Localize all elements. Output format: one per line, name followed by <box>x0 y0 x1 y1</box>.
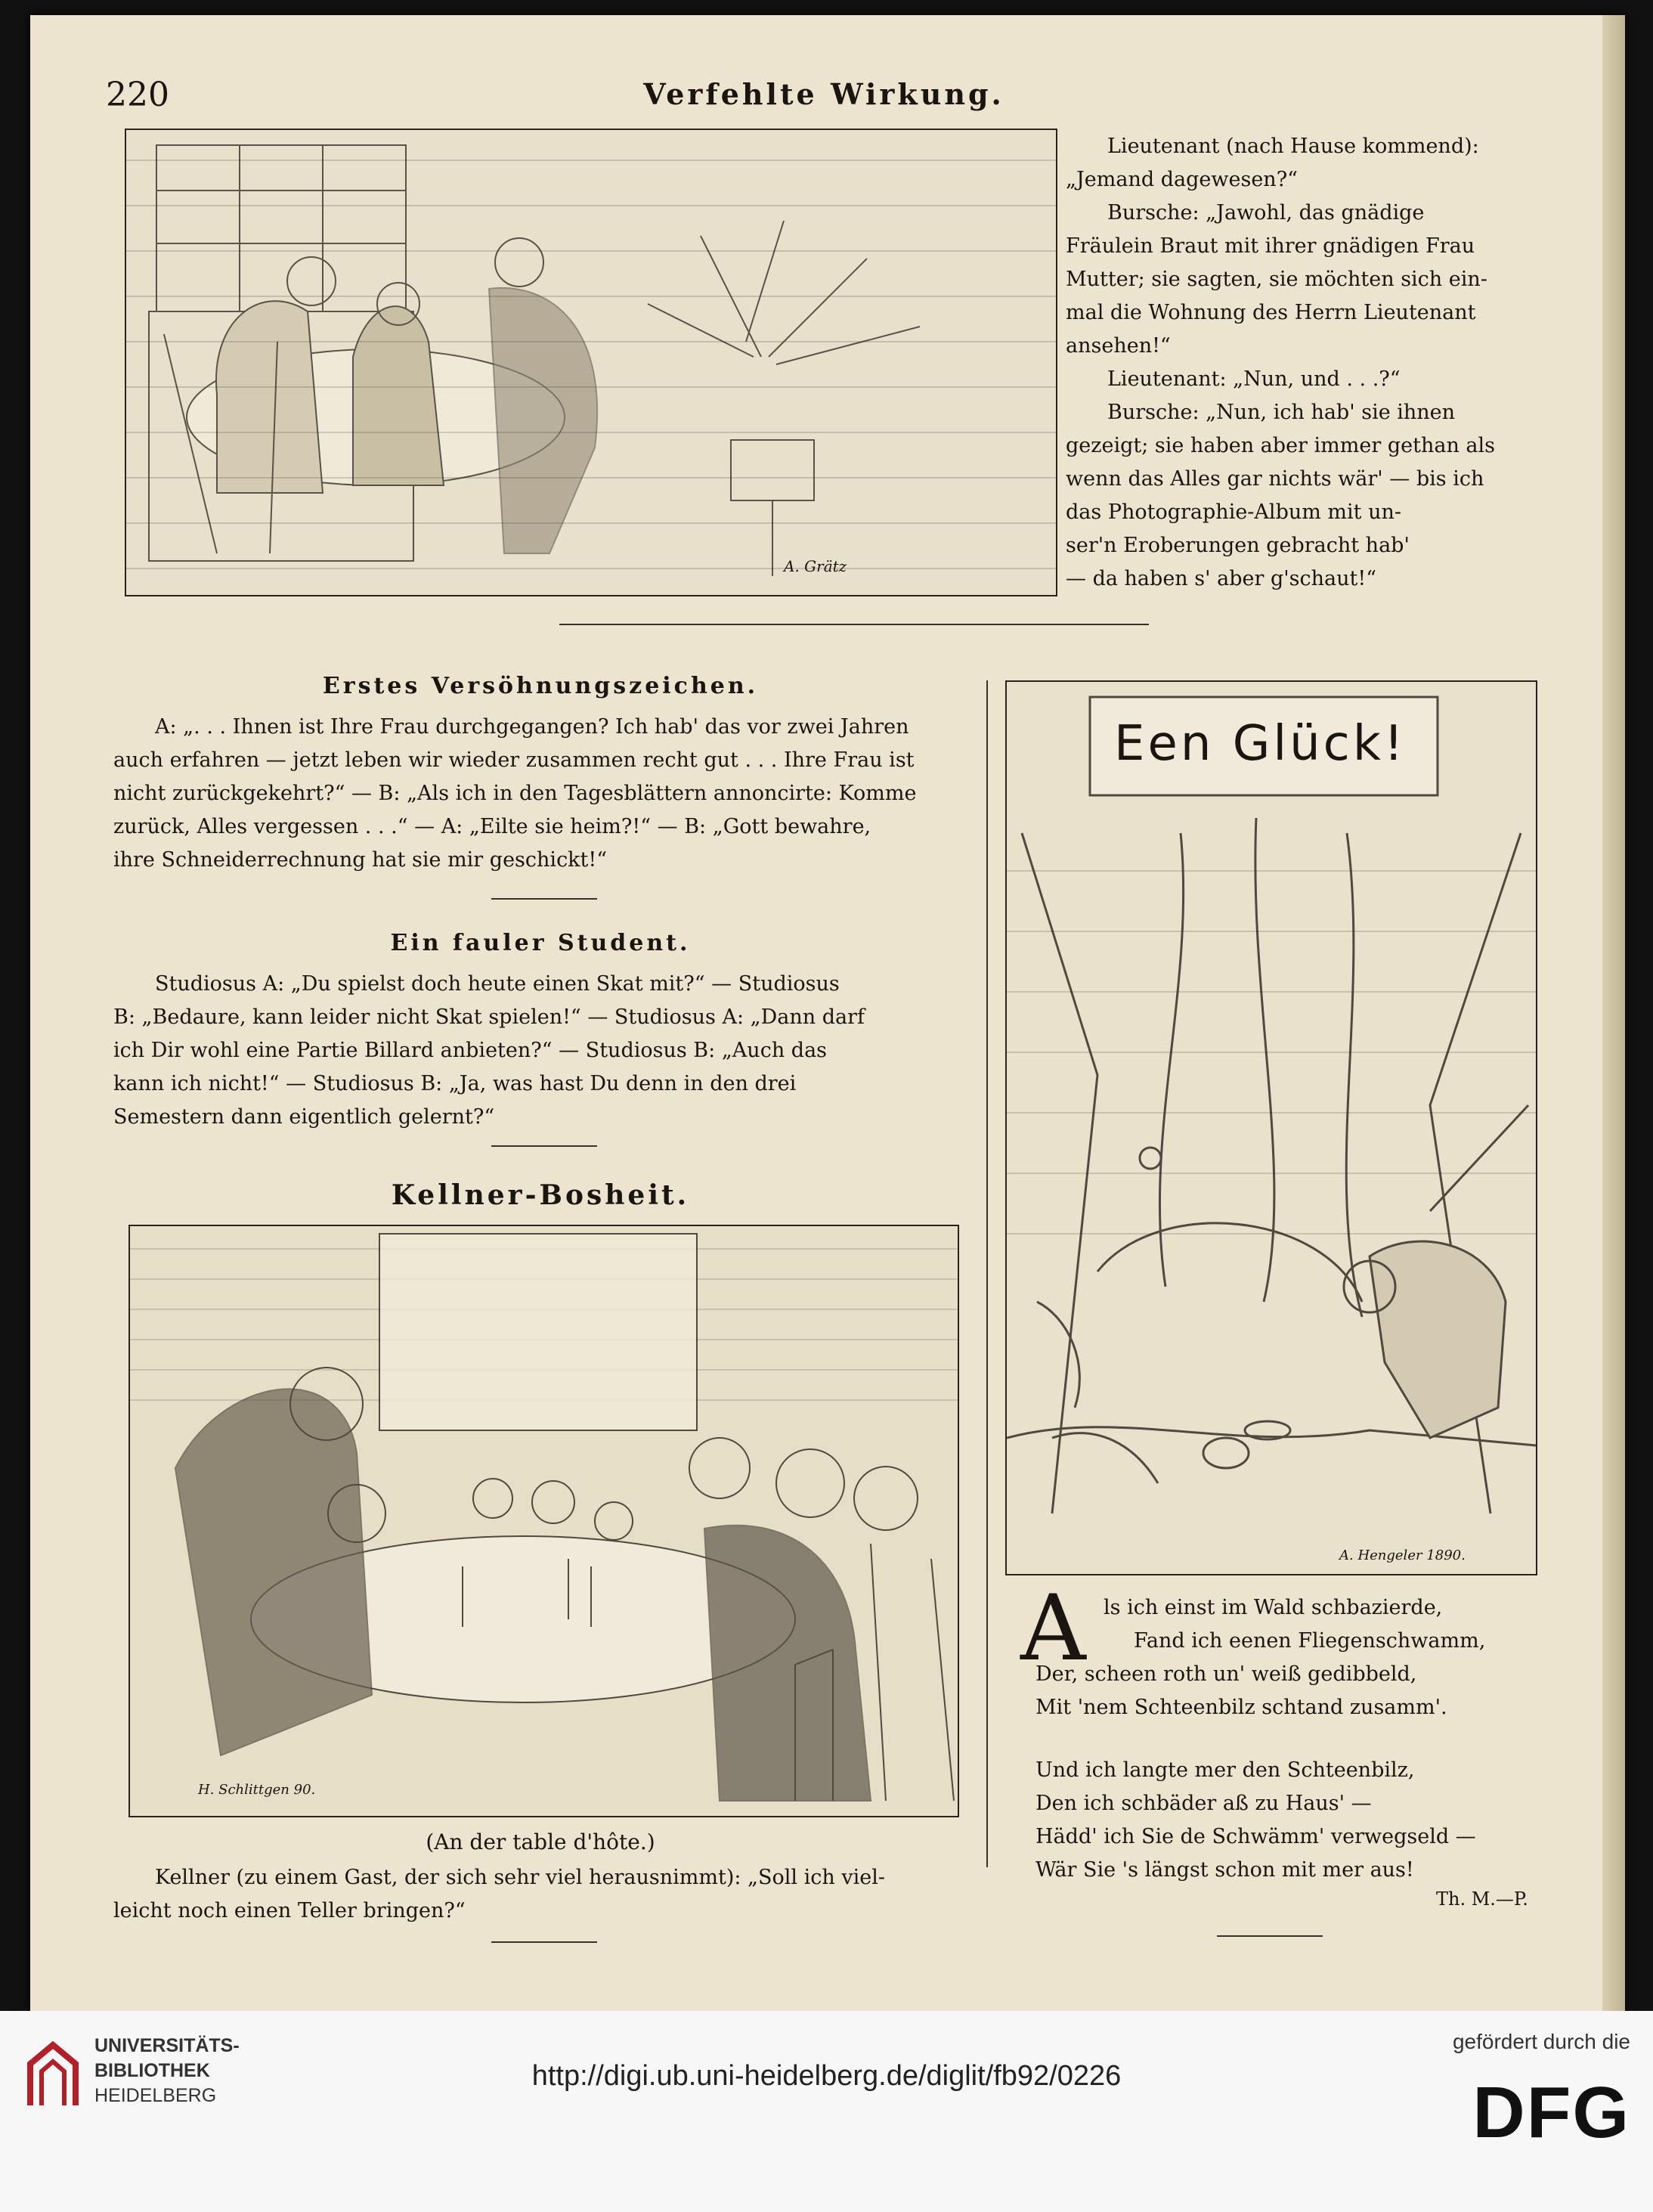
section4-title: Kellner-Bosheit. <box>391 1179 690 1211</box>
text-line: kann ich nicht!“ — Studiosus B: „Ja, was hast Du denn in den drei <box>113 1072 797 1095</box>
illustration-signature: A. Grätz <box>784 557 847 575</box>
text-line: ansehen!“ <box>1066 334 1171 358</box>
text-line: ich Dir wohl eine Partie Billard anbieten?“ — Studiosus B: „Auch das <box>113 1039 828 1062</box>
poem-dropcap: A <box>1020 1576 1086 1681</box>
poem-title: Een Glück! <box>1114 716 1407 772</box>
poem-line: Der, scheen roth un' weiß gedibbeld, <box>1035 1662 1417 1686</box>
text-line: Fräulein Braut mit ihrer gnädigen Frau <box>1066 234 1475 258</box>
text-line: Lieutenant: „Nun, und . . .?“ <box>1107 367 1401 391</box>
column-divider <box>986 680 988 1867</box>
poem-line: Wär Sie 's längst schon mit mer aus! <box>1035 1858 1414 1882</box>
viewer-footer <box>0 2011 1653 2212</box>
library-line: UNIVERSITÄTS- <box>94 2035 240 2056</box>
section3-text <box>113 968 967 1134</box>
text-line: — da haben s' aber g'schaut!“ <box>1066 567 1377 590</box>
text-line: Bursche: „Nun, ich hab' sie ihnen <box>1107 401 1456 424</box>
text-line: mal die Wohnung des Herrn Lieutenant <box>1066 301 1476 324</box>
text-line: nicht zurückgekehrt?“ — B: „Als ich in den Tagesblättern annoncirte: Komme <box>113 782 917 805</box>
illustration-signature: H. Schlittgen 90. <box>198 1782 316 1798</box>
short-divider <box>491 1145 597 1147</box>
poem-line: Und ich langte mer den Schteenbilz, <box>1035 1758 1415 1782</box>
text-line: das Photographie-Album mit un- <box>1066 500 1401 524</box>
text-line: zurück, Alles vergessen . . .“ — A: „Eilte sie heim?!“ — B: „Gott bewahre, <box>113 815 871 838</box>
text-line: Lieutenant (nach Hause kommend): <box>1107 135 1479 158</box>
dfg-logo: DFG <box>1472 2072 1630 2153</box>
poem-line: ls ich einst im Wald schbazierde, <box>1104 1596 1443 1619</box>
scanned-page <box>30 15 1625 2011</box>
page-edge <box>1602 15 1625 2011</box>
poem-line: Mit 'nem Schteenbilz schtand zusamm'. <box>1035 1696 1447 1719</box>
permalink-url[interactable]: http://digi.ub.uni-heidelberg.de/diglit/fb92/0226 <box>531 2060 1122 2092</box>
section3-title: Ein fauler Student. <box>390 930 691 956</box>
poem-line: Fand ich eenen Fliegenschwamm, <box>1134 1629 1486 1653</box>
text-line: leicht noch einen Teller bringen?“ <box>113 1899 466 1922</box>
illustration-caption: (An der table d'hôte.) <box>426 1829 655 1854</box>
text-line: gezeigt; sie haben aber immer gethan als <box>1066 434 1496 457</box>
section4-text <box>113 1861 967 1928</box>
funded-by-label: gefördert durch die <box>1452 2030 1630 2053</box>
text-line: ihre Schneiderrechnung hat sie mir geschickt!“ <box>113 848 608 872</box>
text-line: Mutter; sie sagten, sie möchten sich ein- <box>1066 268 1487 291</box>
text-line: Bursche: „Jawohl, das gnädige <box>1107 201 1425 225</box>
text-line: B: „Bedaure, kann leider nicht Skat spielen!“ — Studiosus A: „Dann darf <box>113 1005 865 1029</box>
library-line: BIBLIOTHEK <box>94 2060 210 2081</box>
poem-stanza-2 <box>1035 1754 1549 1887</box>
illustration-visit-scene <box>125 129 1057 596</box>
text-line: „Jemand dagewesen?“ <box>1066 168 1298 191</box>
text-line: A: „. . . Ihnen ist Ihre Frau durchgegangen? Ich hab' das vor zwei Jahren <box>155 715 909 739</box>
section-divider <box>559 624 1149 625</box>
text-line: ser'n Eroberungen gebracht hab' <box>1066 534 1410 557</box>
section2-title: Erstes Versöhnungszeichen. <box>322 673 759 699</box>
section1-text <box>1066 130 1549 596</box>
poem-stanza-1-cont <box>1035 1658 1549 1724</box>
short-divider <box>1217 1935 1323 1937</box>
poem-stanza-1 <box>1104 1591 1542 1658</box>
short-divider <box>491 898 597 900</box>
text-line: Studiosus A: „Du spielst doch heute einen Skat mit?“ — Studiosus <box>155 972 840 996</box>
section2-text <box>113 711 967 877</box>
section1-title: Verfehlte Wirkung. <box>643 77 1004 111</box>
page-number: 220 <box>106 76 169 114</box>
poem-line: Hädd' ich Sie de Schwämm' verwegseld — <box>1035 1825 1476 1848</box>
illustration-signature: A. Hengeler 1890. <box>1339 1547 1466 1563</box>
poem-line: Den ich schbäder aß zu Haus' — <box>1035 1792 1372 1815</box>
library-line: HEIDELBERG <box>94 2085 217 2106</box>
short-divider <box>491 1941 597 1943</box>
text-line: Semestern dann eigentlich gelernt?“ <box>113 1105 495 1129</box>
text-line: Kellner (zu einem Gast, der sich sehr viel herausnimmt): „Soll ich viel- <box>155 1866 885 1889</box>
illustration-mushroom-forest <box>1005 680 1537 1575</box>
illustration-table-dhote <box>128 1225 959 1817</box>
poem-author: Th. M.—P. <box>1436 1888 1528 1910</box>
text-line: auch erfahren — jetzt leben wir wieder zusammen recht gut . . . Ihre Frau ist <box>113 748 915 772</box>
text-line: wenn das Alles gar nichts wär' — bis ich <box>1066 467 1484 491</box>
